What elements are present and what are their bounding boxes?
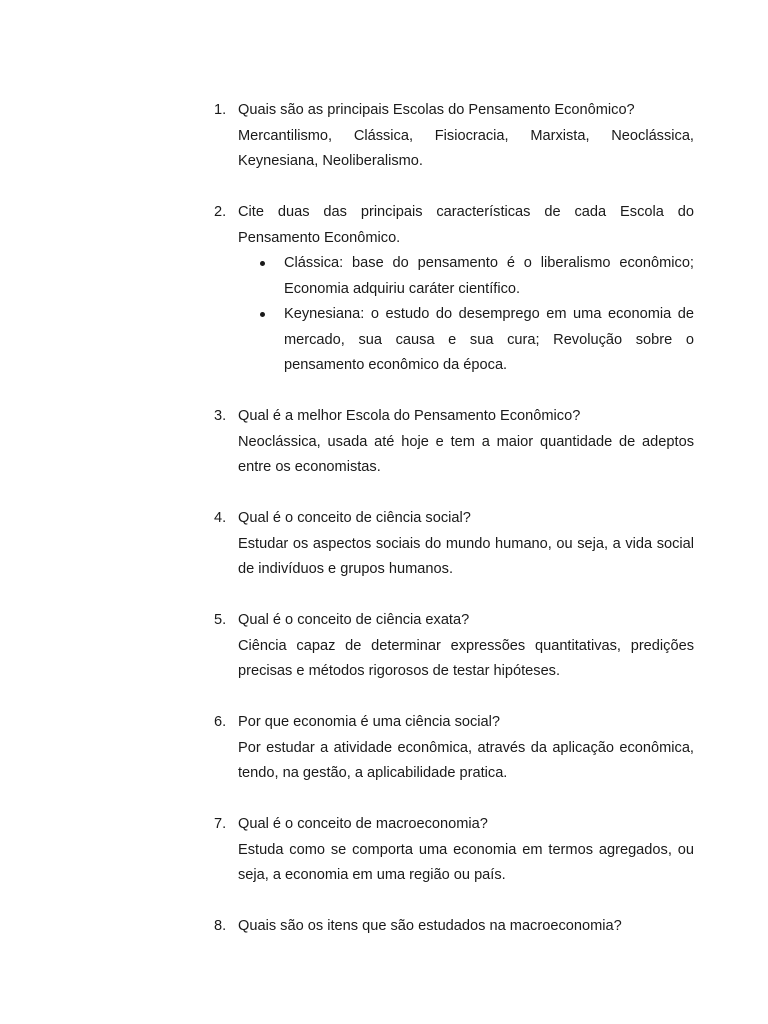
question-number: 8. <box>214 918 227 934</box>
question-text: Qual é a melhor Escola do Pensamento Econômico? <box>238 408 581 424</box>
question-text: Por que economia é uma ciência social? <box>238 714 501 730</box>
answer-bullet-list <box>238 251 694 379</box>
question-text: Qual é o conceito de ciência social? <box>238 510 471 526</box>
question-item-2 <box>214 200 694 379</box>
question-text: Quais são os itens que são estudados na macroeconomia? <box>238 918 622 934</box>
question-list <box>214 98 694 965</box>
answer-text: Mercantilismo, Clássica, Fisiocracia, Marxista, Neoclássica, Keynesiana, Neoliberalismo. <box>238 127 694 169</box>
answer-text: Neoclássica, usada até hoje e tem a maior quantidade de adeptos entre os economistas. <box>238 433 694 475</box>
answer-bullet-item: Keynesiana: o estudo do desemprego em uma economia de mercado, sua causa e sua cura; Revolução sobre o pensamento econômico da época. <box>284 302 694 379</box>
question-text: Cite duas das principais características de cada Escola do Pensamento Econômico. <box>238 204 694 246</box>
question-number: 4. <box>214 510 227 526</box>
question-item-3 <box>214 404 694 481</box>
question-item-6 <box>214 710 694 787</box>
question-text: Qual é o conceito de macroeconomia? <box>238 816 488 832</box>
question-number: 5. <box>214 612 227 628</box>
question-number: 6. <box>214 714 227 730</box>
question-number: 2. <box>214 204 227 220</box>
question-text: Quais são as principais Escolas do Pensamento Econômico? <box>238 102 635 118</box>
question-number: 3. <box>214 408 227 424</box>
answer-bullet-item: Clássica: base do pensamento é o liberalismo econômico; Economia adquiriu caráter científico. <box>284 251 694 302</box>
question-text: Qual é o conceito de ciência exata? <box>238 612 470 628</box>
answer-text: Estuda como se comporta uma economia em termos agregados, ou seja, a economia em uma região ou país. <box>238 841 694 883</box>
answer-text: Ciência capaz de determinar expressões quantitativas, predições precisas e métodos rigorosos de testar hipóteses. <box>238 637 694 679</box>
question-item-5 <box>214 608 694 685</box>
question-number: 1. <box>214 102 227 118</box>
question-item-8 <box>214 914 694 940</box>
answer-text: Estudar os aspectos sociais do mundo humano, ou seja, a vida social de indivíduos e grupos humanos. <box>238 535 694 577</box>
answer-text: Por estudar a atividade econômica, através da aplicação econômica, tendo, na gestão, a aplicabilidade pratica. <box>238 739 694 781</box>
question-number: 7. <box>214 816 227 832</box>
question-item-1 <box>214 98 694 175</box>
question-item-7 <box>214 812 694 889</box>
question-item-4 <box>214 506 694 583</box>
